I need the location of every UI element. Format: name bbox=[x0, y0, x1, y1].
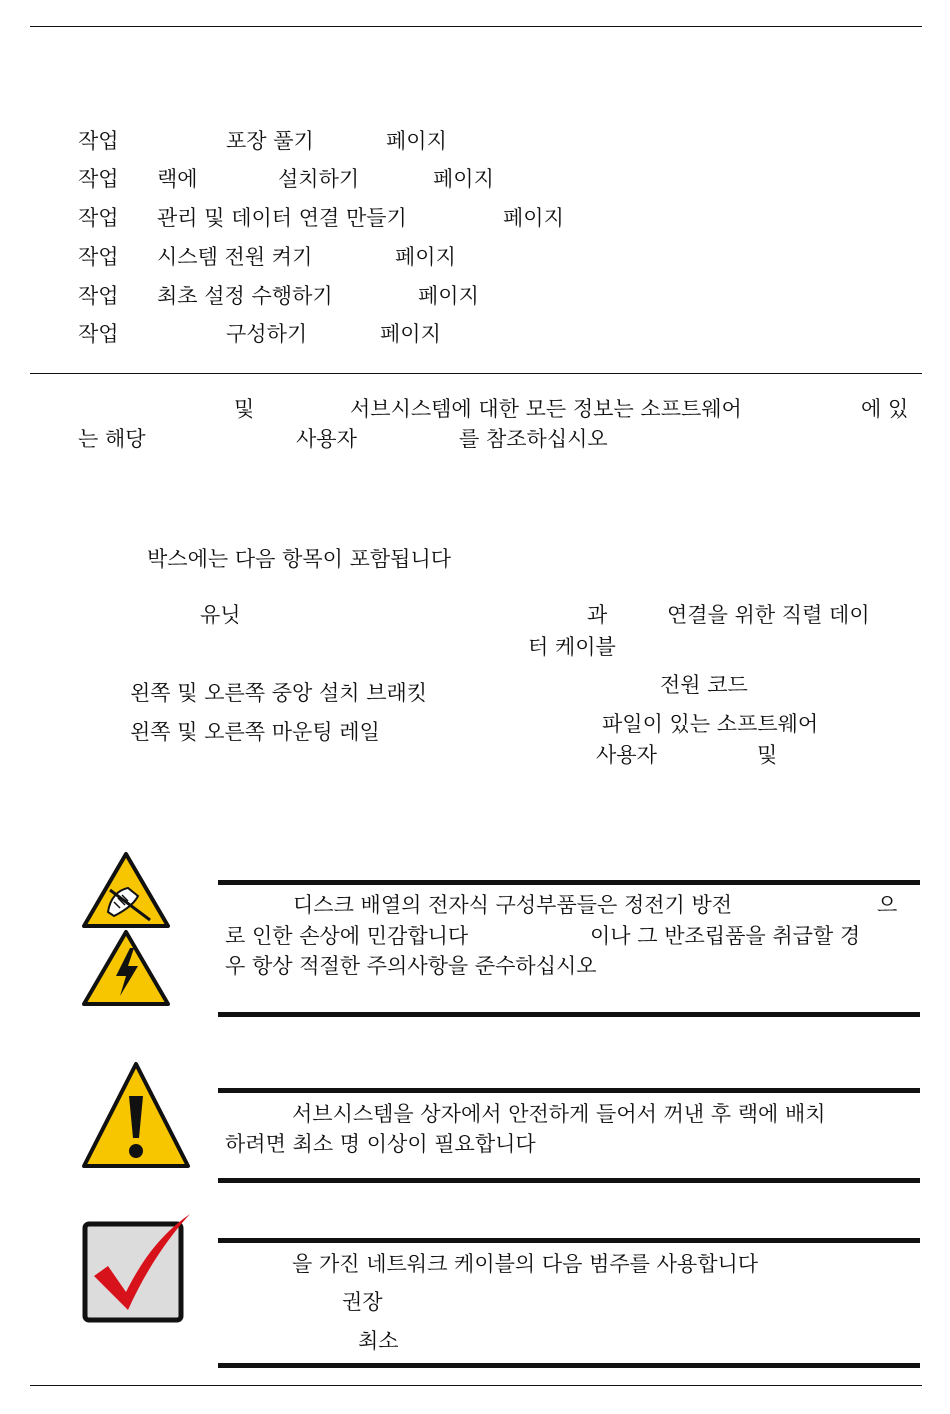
toc-label: 작업 bbox=[78, 284, 119, 308]
toc-title: 설치하기 bbox=[278, 167, 360, 191]
toc-title: 시스템 전원 켜기 bbox=[157, 245, 313, 269]
list-item: 및 bbox=[757, 743, 778, 767]
top-rule bbox=[30, 26, 922, 27]
toc-label: 작업 bbox=[78, 245, 119, 269]
toc-page: 페이지 bbox=[433, 167, 494, 191]
toc-title: 구성하기 bbox=[226, 322, 308, 346]
toc-page: 페이지 bbox=[503, 206, 564, 230]
intro-text: 및 bbox=[234, 397, 255, 421]
intro-text: 를 참조하십시오 bbox=[459, 427, 608, 451]
box-contents-heading: 박스에는 다음 항목이 포함됩니다 bbox=[147, 547, 452, 571]
warning-icon bbox=[80, 1060, 192, 1170]
note-line: 권장 bbox=[342, 1290, 383, 1314]
notice-rule bbox=[218, 1363, 920, 1368]
list-item: 연결을 위한 직렬 데이 bbox=[667, 603, 870, 627]
checkmark-icon bbox=[82, 1210, 194, 1324]
electrical-hazard-icon bbox=[80, 928, 172, 1008]
toc-title: 랙에 bbox=[157, 167, 198, 191]
toc-label: 작업 bbox=[78, 167, 119, 191]
note-line: 최소 bbox=[358, 1329, 399, 1353]
notice-rule bbox=[218, 1012, 920, 1017]
intro-text: 사용자 bbox=[296, 427, 357, 451]
section-rule bbox=[30, 373, 922, 374]
list-item: 과 bbox=[587, 603, 608, 627]
toc-page: 페이지 bbox=[386, 129, 447, 153]
intro-text: 에 있 bbox=[861, 397, 909, 421]
list-item: 파일이 있는 소프트웨어 bbox=[602, 712, 819, 736]
toc-page: 페이지 bbox=[395, 245, 456, 269]
warning-line: 서브시스템을 상자에서 안전하게 들어서 꺼낸 후 랙에 배치 bbox=[292, 1102, 826, 1126]
list-item: 왼쪽 및 오른쪽 마운팅 레일 bbox=[130, 720, 380, 744]
list-item: 사용자 bbox=[596, 743, 657, 767]
list-item: 유닛 bbox=[200, 603, 241, 627]
notice-rule bbox=[218, 1178, 920, 1183]
toc-page: 페이지 bbox=[380, 322, 441, 346]
toc-title: 포장 풀기 bbox=[226, 129, 314, 153]
toc-label: 작업 bbox=[78, 206, 119, 230]
toc-page: 페이지 bbox=[418, 284, 479, 308]
toc-label: 작업 bbox=[78, 129, 119, 153]
caution-text: 로 인한 손상에 민감합니다 bbox=[225, 924, 469, 948]
toc-title: 관리 및 데이터 연결 만들기 bbox=[157, 206, 407, 230]
notice-rule bbox=[218, 880, 920, 885]
toc-label: 작업 bbox=[78, 322, 119, 346]
list-item: 전원 코드 bbox=[660, 673, 748, 697]
list-item: 터 케이블 bbox=[528, 635, 616, 659]
intro-text: 서브시스템에 대한 모든 정보는 소프트웨어 bbox=[350, 397, 742, 421]
warning-line: 하려면 최소 명 이상이 필요합니다 bbox=[225, 1132, 536, 1156]
esd-warning-icon bbox=[80, 850, 172, 930]
intro-text: 는 해당 bbox=[78, 427, 146, 451]
bottom-rule bbox=[30, 1385, 922, 1386]
toc-title: 최초 설정 수행하기 bbox=[157, 284, 333, 308]
notice-rule bbox=[218, 1238, 920, 1243]
caution-text: 으 bbox=[877, 893, 898, 917]
list-item: 왼쪽 및 오른쪽 중앙 설치 브래킷 bbox=[130, 681, 428, 705]
caution-text: 우 항상 적절한 주의사항을 준수하십시오 bbox=[225, 954, 597, 978]
note-line: 을 가진 네트워크 케이블의 다음 범주를 사용합니다 bbox=[292, 1252, 759, 1276]
caution-text: 이나 그 반조립품을 취급할 경 bbox=[590, 924, 861, 948]
notice-rule bbox=[218, 1088, 920, 1093]
caution-text: 디스크 배열의 전자식 구성부품들은 정전기 방전 bbox=[293, 893, 733, 917]
